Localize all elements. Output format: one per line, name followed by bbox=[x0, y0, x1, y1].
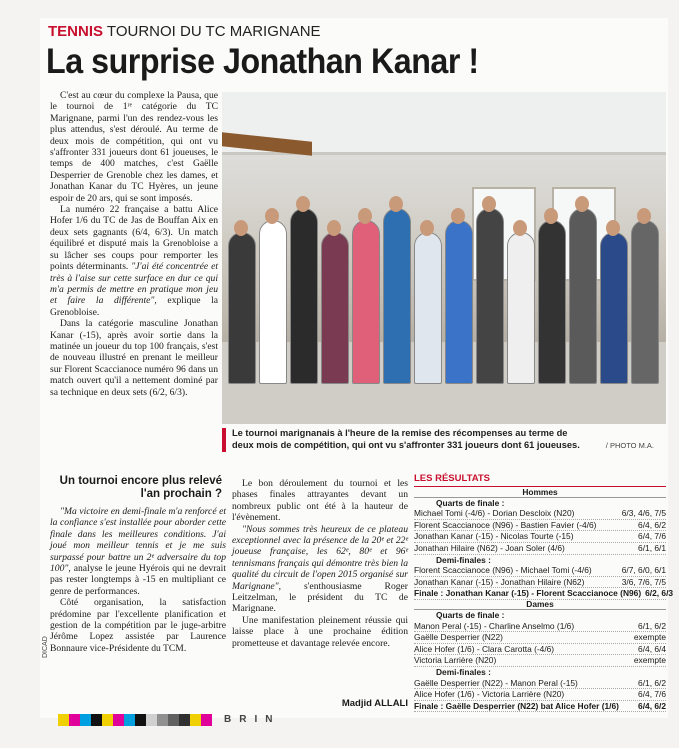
person-head bbox=[575, 196, 589, 212]
paragraph-men-final: Dans la catégorie masculine Jonathan Kanar (-15), après avoir sortie dans la matinée un joueur du top 100 français, s'est de nouveau illustré en prenant le meilleur sur Florent Scaccianoce numéro 96 dans un match ouvert qu'il a nettement dominé par sa technique en deux sets (6/2, 6/3). bbox=[50, 318, 218, 398]
match-score: exempte bbox=[633, 655, 666, 666]
person-figure bbox=[507, 232, 535, 384]
person-figure bbox=[569, 208, 597, 384]
color-swatch bbox=[80, 714, 91, 726]
results-row bbox=[414, 701, 666, 713]
match-players: Florent Scaccianoce (N96) - Michael Tomi (-4/6) bbox=[414, 565, 592, 576]
caption-bar bbox=[222, 428, 226, 452]
person-head bbox=[420, 220, 434, 236]
person-figure bbox=[383, 208, 411, 384]
match-score: exempte bbox=[633, 632, 666, 643]
match-score: 6/4, 7/6 bbox=[638, 689, 666, 700]
person-figure bbox=[352, 220, 380, 384]
color-swatch bbox=[113, 714, 124, 726]
caption-text: Le tournoi marignanais à l'heure de la remise des récompenses au terme de deux mois de compétition, qui ont vu s'affronter 331 joueurs dont 61 joueuses. bbox=[232, 428, 580, 450]
print-brand-mark bbox=[218, 714, 274, 725]
match-score: 6/4, 6/2 bbox=[638, 700, 666, 711]
color-swatch bbox=[135, 714, 146, 726]
color-swatch bbox=[190, 714, 201, 726]
brand-letter: R bbox=[239, 714, 249, 725]
match-players: Gaëlle Desperrier (N22) bbox=[414, 632, 503, 643]
person-figure bbox=[631, 220, 659, 384]
results-round-heading: Demi-finales : bbox=[436, 666, 491, 677]
color-swatch bbox=[58, 714, 69, 726]
quote-desperrier-tail: , explique la Grenobloise. bbox=[50, 295, 219, 318]
paragraph-intro: C'est au cœur du complexe la Pausa, que le tournoi de 1ʳᵉ catégorie du TC Marignane, parmi l'un des rendez-vous les plus attendus, s'est déroulé. Au terme de deux mois de compétition, qui ont vu s'affronter 331 joueurs dont 61 joueuses, le temps de 400 matches, c'est Gaëlle Desperrier de Grenoble chez les dames, et Jonathan Kanar du TC Hyères, un jeune espoir de 20 ars, qui se sont imposés. bbox=[50, 90, 218, 204]
person-head bbox=[389, 196, 403, 212]
results-row bbox=[414, 508, 666, 520]
results-round-heading: Demi-finales : bbox=[436, 554, 491, 565]
group-photo bbox=[222, 92, 666, 424]
headline: La surprise Jonathan Kanar ! bbox=[46, 42, 479, 81]
color-swatch bbox=[146, 714, 157, 726]
color-swatch bbox=[168, 714, 179, 726]
color-swatch bbox=[69, 714, 80, 726]
person-head bbox=[637, 208, 651, 224]
section-kicker bbox=[48, 23, 321, 40]
results-row bbox=[414, 632, 666, 644]
match-players: Jonathan Kanar (-15) - Jonathan Hilaire (N62) bbox=[414, 576, 585, 587]
person-head bbox=[265, 208, 279, 224]
match-players: Finale : Gaëlle Desperrier (N22) bat Alice Hofer (1/6) bbox=[414, 700, 619, 711]
results-row bbox=[414, 543, 666, 555]
person-head bbox=[234, 220, 248, 236]
match-score: 6/1, 6/2 bbox=[638, 677, 666, 688]
results-group-heading: Hommes bbox=[414, 488, 666, 498]
match-score: 6/4, 6/4 bbox=[638, 643, 666, 654]
results-row bbox=[414, 577, 666, 589]
quote-desperrier: "J'ai été concentrée et très à l'aise sur cette surface en dur ce qui m'a permis de mettre en pratique mon jeu et faire la différente" bbox=[50, 261, 218, 307]
results-group-heading: Dames bbox=[414, 600, 666, 610]
match-score: 6/2, 6/3 bbox=[645, 588, 674, 599]
color-swatch bbox=[201, 714, 212, 726]
person-head bbox=[482, 196, 496, 212]
brand-letter: B bbox=[224, 714, 234, 725]
results-row bbox=[414, 565, 666, 577]
article-column-1-bottom bbox=[50, 506, 226, 654]
paragraph-president bbox=[232, 524, 408, 615]
paragraph-organisation: Côté organisation, la satisfaction prédomine par l'excellente planification et gestion de la compétition par le juge-arbitre Jérôme Lopez assistée par Laurence Bonnaure vice-Présidente du TCM. bbox=[50, 597, 226, 654]
person-figure bbox=[228, 232, 256, 384]
match-players: Alice Hofer (1/6) - Victoria Larrière (N20) bbox=[414, 689, 565, 700]
photo-credit: / PHOTO M.A. bbox=[605, 441, 654, 450]
results-row bbox=[414, 678, 666, 690]
person-figure bbox=[321, 232, 349, 384]
results-round-heading: Quarts de finale : bbox=[436, 609, 505, 620]
color-calibration-strip bbox=[58, 714, 212, 726]
results-row bbox=[414, 520, 666, 532]
match-players: Victoria Larrière (N20) bbox=[414, 655, 497, 666]
quote-president: "Nous sommes très heureux de ce plateau exceptionnel avec la présence de la 20ᵉ et 22ᵉ joueuse française, les 62ᵉ, 80ᵉ et 96ᵉ tennismans français qui démontre très bien la qualité du circuit de l'open 2015 organisé sur Marignane" bbox=[232, 523, 408, 592]
match-score: 6/3, 4/6, 7/5 bbox=[621, 508, 666, 519]
match-players: Michael Tomi (-4/6) - Dorian Descloix (N20) bbox=[414, 508, 575, 519]
person-figure bbox=[476, 208, 504, 384]
match-score: 6/4, 6/2 bbox=[638, 519, 666, 530]
color-swatch bbox=[102, 714, 113, 726]
author-byline: Madjid ALLALI bbox=[341, 698, 408, 709]
match-score: 6/1, 6/2 bbox=[638, 620, 666, 631]
person-head bbox=[296, 196, 310, 212]
person-head bbox=[606, 220, 620, 236]
brand-letter: I bbox=[254, 714, 260, 725]
results-row bbox=[414, 531, 666, 543]
subheading: Un tournoi encore plus relevé l'an prochain ? bbox=[59, 475, 222, 500]
match-players: Alice Hofer (1/6) - Clara Carotta (-4/6) bbox=[414, 643, 555, 654]
article-column-1-top bbox=[50, 90, 218, 398]
paragraph-kanar-quote bbox=[50, 506, 226, 597]
match-players: Florent Scaccianoce (N96) - Bastien Favier (-4/6) bbox=[414, 519, 597, 530]
match-players: Gaëlle Desperrier (N22) - Manon Peral (-15) bbox=[414, 677, 578, 688]
section-subtitle: TOURNOI DU TC MARIGNANE bbox=[106, 23, 321, 40]
article-column-2 bbox=[232, 478, 408, 649]
color-swatch bbox=[157, 714, 168, 726]
quote-kanar: "Ma victoire en demi-finale m'a renforcé et la confiance s'est installée pour aborder cette finale dans les meilleures conditions. J'ai joué mon meilleur tennis et je me suis surpassé pour battre un 2ᵉ adversaire du top 100" bbox=[50, 506, 226, 575]
quote-kanar-tail: , analyse le jeune Hyérois qui ne devrait pas rester longtemps à -15 en multipliant ce genre de performances. bbox=[50, 563, 226, 597]
results-row bbox=[414, 644, 666, 656]
color-swatch bbox=[91, 714, 102, 726]
match-score: 6/4, 7/6 bbox=[638, 531, 666, 542]
paragraph-public: Le bon déroulement du tournoi et les phases finales attrayantes devant un nombreux public ont été à la hauteur de l'évènement. bbox=[232, 478, 408, 524]
person-figure bbox=[445, 220, 473, 384]
results-row bbox=[414, 621, 666, 633]
brand-letter: N bbox=[265, 714, 275, 725]
match-score: 6/7, 6/0, 6/1 bbox=[621, 565, 666, 576]
newspaper-page bbox=[40, 18, 674, 725]
results-row bbox=[414, 689, 666, 701]
quote-president-tail: , s'enthousiasme Roger Leitzelman, le président du TC de Marignane. bbox=[232, 580, 408, 615]
results-title: LES RÉSULTATS bbox=[414, 474, 666, 487]
person-head bbox=[544, 208, 558, 224]
person-figure bbox=[259, 220, 287, 384]
match-score: 6/1, 6/1 bbox=[638, 542, 666, 553]
results-box bbox=[414, 473, 674, 712]
match-players: Jonathan Kanar (-15) - Nicolas Tourte (-15) bbox=[414, 531, 574, 542]
match-players: Finale : Jonathan Kanar (-15) - Florent Scaccianoce (N96) bbox=[414, 588, 642, 599]
person-head bbox=[358, 208, 372, 224]
person-figure bbox=[600, 232, 628, 384]
person-head bbox=[327, 220, 341, 236]
paragraph-conclusion: Une manifestation pleinement réussie qui laisse place à une prochaine édition prometteuse et davantage relevée encore. bbox=[232, 614, 408, 649]
results-row bbox=[414, 655, 666, 667]
person-figure bbox=[538, 220, 566, 384]
person-figure bbox=[414, 232, 442, 384]
person-head bbox=[513, 220, 527, 236]
section-label: TENNIS bbox=[48, 23, 104, 40]
paragraph-women-final bbox=[50, 204, 218, 318]
person-figure bbox=[290, 208, 318, 384]
match-players: Jonathan Hilaire (N62) - Joan Soler (4/6) bbox=[414, 542, 565, 553]
match-players: Manon Peral (-15) - Charline Anselmo (1/6) bbox=[414, 620, 575, 631]
results-round-heading: Quarts de finale : bbox=[436, 497, 505, 508]
paragraph-women-final-text: La numéro 22 française a battu Alice Hofer 1/6 du TC de Jas de Bouffan Aix en deux sets gagnants (6/4, 6/3). Un match équilibré et disputé mais la Grenobloise a su lâcher ses coups pour remporter les points déterminants. bbox=[50, 204, 218, 273]
match-score: 3/6, 7/6, 7/5 bbox=[621, 576, 666, 587]
side-print-label: DICAD bbox=[42, 636, 49, 658]
color-swatch bbox=[179, 714, 190, 726]
person-head bbox=[451, 208, 465, 224]
color-swatch bbox=[124, 714, 135, 726]
